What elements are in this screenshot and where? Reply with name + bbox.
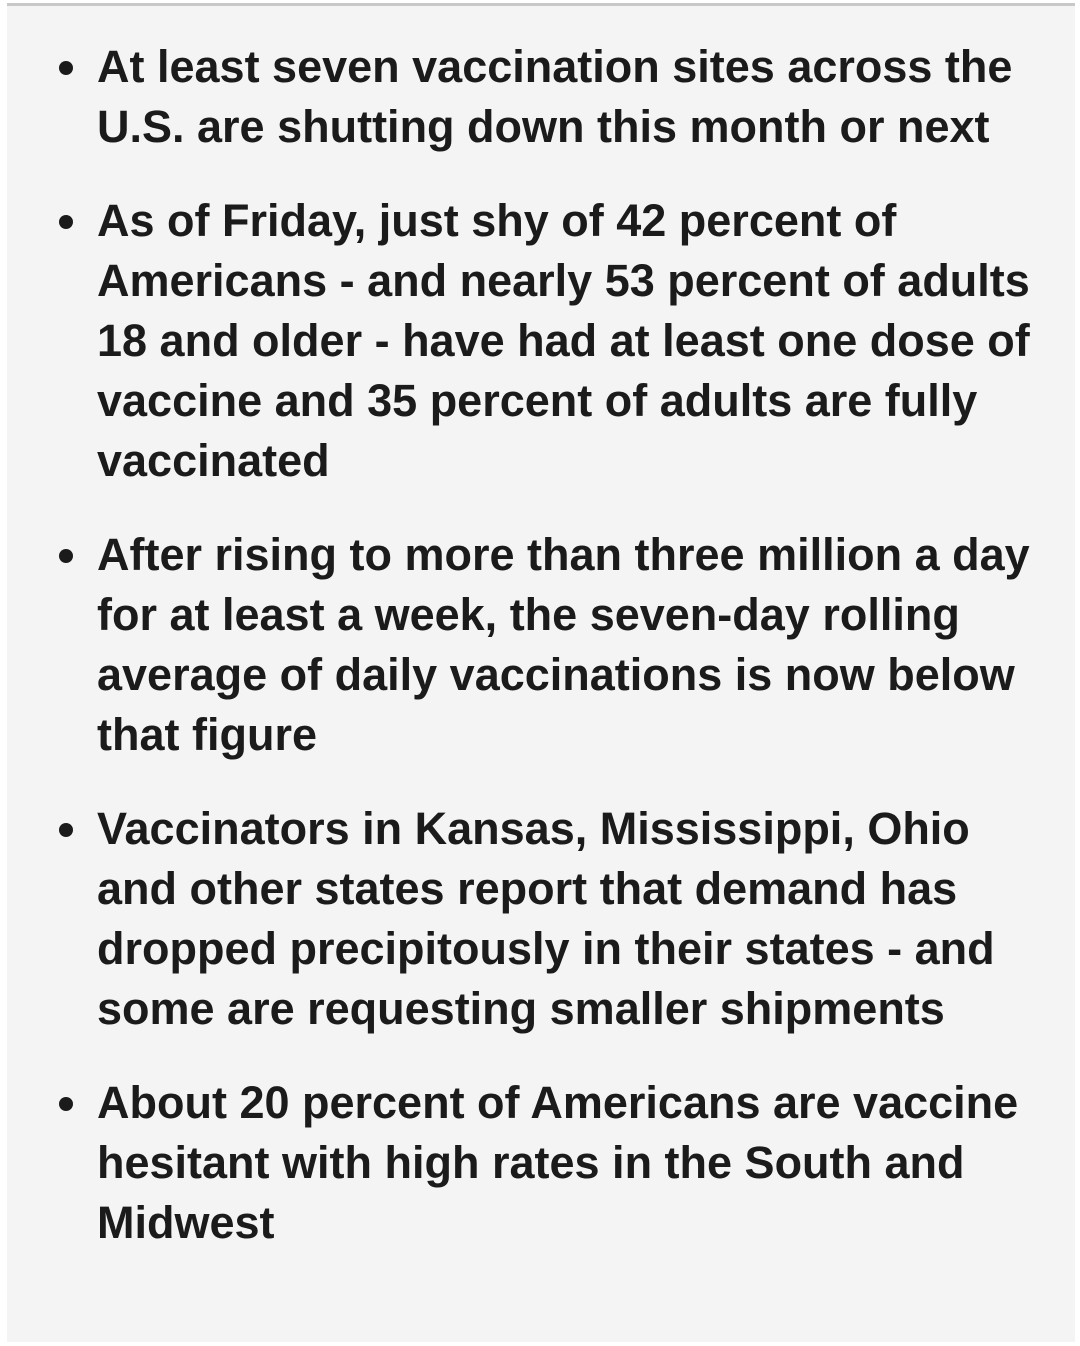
bullet-list	[7, 37, 1075, 1287]
list-item	[7, 191, 1075, 491]
bullet-dot-icon	[59, 1097, 73, 1111]
bullet-text: As of Friday, just shy of 42 percent of Americans - and nearly 53 percent of adults 18 and older - have had at least one dose of vaccine and 35 percent of adults are fully vaccinated	[97, 195, 1030, 486]
bullet-dot-icon	[59, 549, 73, 563]
bullet-text: After rising to more than three million a day for at least a week, the seven-day rolling average of daily vaccinations is now below that figure	[97, 529, 1030, 760]
bullet-dot-icon	[59, 215, 73, 229]
list-item	[7, 799, 1075, 1039]
bullet-text: At least seven vaccination sites across the U.S. are shutting down this month or next	[97, 41, 1013, 152]
bullet-dot-icon	[59, 61, 73, 75]
bullet-text: About 20 percent of Americans are vaccine hesitant with high rates in the South and Midwest	[97, 1077, 1019, 1248]
list-item	[7, 37, 1075, 157]
bullet-dot-icon	[59, 823, 73, 837]
list-item	[7, 1073, 1075, 1253]
list-item	[7, 525, 1075, 765]
bullet-text: Vaccinators in Kansas, Mississippi, Ohio and other states report that demand has dropped precipitously in their states - and some are requesting smaller shipments	[97, 803, 995, 1034]
article-summary-card	[7, 3, 1075, 1342]
